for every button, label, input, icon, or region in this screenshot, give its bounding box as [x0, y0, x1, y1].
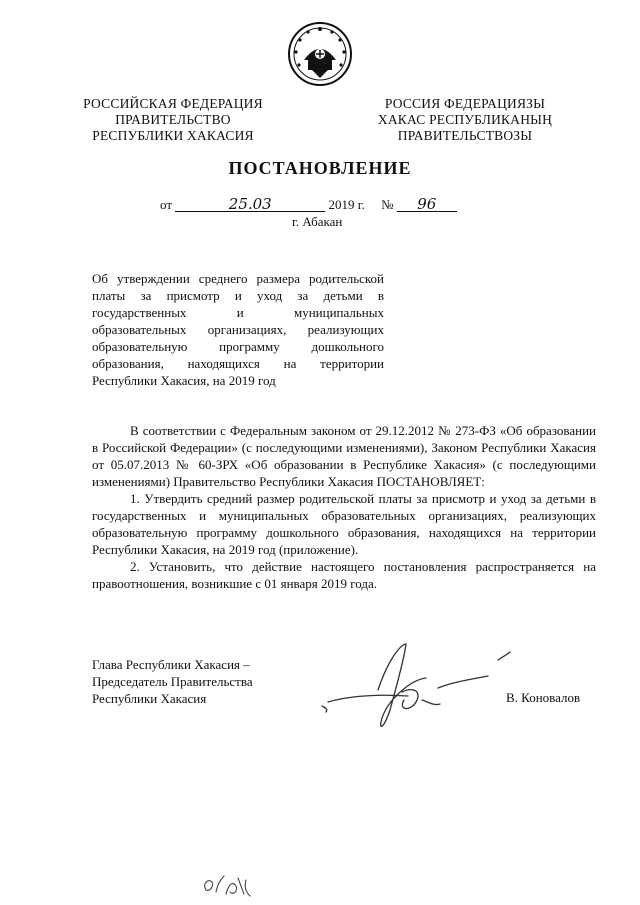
header-right-line: ХАКАС РЕСПУБЛИКАНЫҢ	[377, 112, 553, 127]
signatory-name: В. Коновалов	[506, 690, 581, 705]
signatory-position-line: Председатель Правительства	[92, 674, 253, 689]
document-title: ПОСТАНОВЛЕНИЕ	[228, 158, 412, 178]
header-right-line: РОССИЯ ФЕДЕРАЦИЯЗЫ	[384, 96, 546, 111]
date-prefix: от	[160, 197, 173, 212]
republic-emblem-icon	[286, 20, 354, 88]
header-right	[350, 96, 580, 144]
handwritten-mark	[200, 872, 256, 900]
number-handwritten: 96	[397, 197, 457, 212]
date-handwritten: 25.03	[175, 197, 325, 212]
header-left-line: ПРАВИТЕЛЬСТВО	[115, 112, 231, 127]
body-item-1: 1. Утвердить средний размер родительской платы за присмотр и уход за детьми в государственных и муниципальных образовательных организациях, реализующих образовательную программу дошкольного образования, находящихся на территории Республики Хакасия, на 2019 год (приложение).	[92, 491, 596, 557]
body-intro: В соответствии с Федеральным законом от 29.12.2012 № 273-ФЗ «Об образовании в Российской Федерации» (с последующими изменениями), Законом Республики Хакасия от 05.07.2013 № 60-ЗРХ «Об образовании в Республике Хакасия» (с последующими изменениями) Правительство Республики Хакасия ПОСТАНОВЛЯЕТ:	[92, 423, 596, 489]
signatory-position	[92, 656, 253, 707]
date-line	[160, 197, 457, 213]
document-subject: Об утверждении среднего размера родительской платы за присмотр и уход за детьми в государственных и муниципальных образовательных организациях, реализующих образовательную программу дошкольного образования, находящихся на территории Республики Хакасия, на 2019 год	[92, 271, 384, 388]
handwritten-signature	[318, 640, 518, 740]
header-left-line: РЕСПУБЛИКИ ХАКАСИЯ	[92, 128, 254, 143]
city: г. Абакан	[292, 214, 343, 229]
document-body	[92, 422, 596, 592]
date-year: 2019 г.	[328, 197, 365, 212]
header-left	[58, 96, 288, 144]
body-item-2: 2. Установить, что действие настоящего постановления распространяется на правоотношения, возникшие с 01 января 2019 года.	[92, 559, 596, 591]
number-sign: №	[381, 197, 394, 212]
header-right-line: ПРАВИТЕЛЬСТВОЗЫ	[397, 128, 533, 143]
signatory-position-line: Республики Хакасия	[92, 691, 207, 706]
header-left-line: РОССИЙСКАЯ ФЕДЕРАЦИЯ	[83, 96, 263, 111]
signatory-position-line: Глава Республики Хакасия –	[92, 657, 250, 672]
